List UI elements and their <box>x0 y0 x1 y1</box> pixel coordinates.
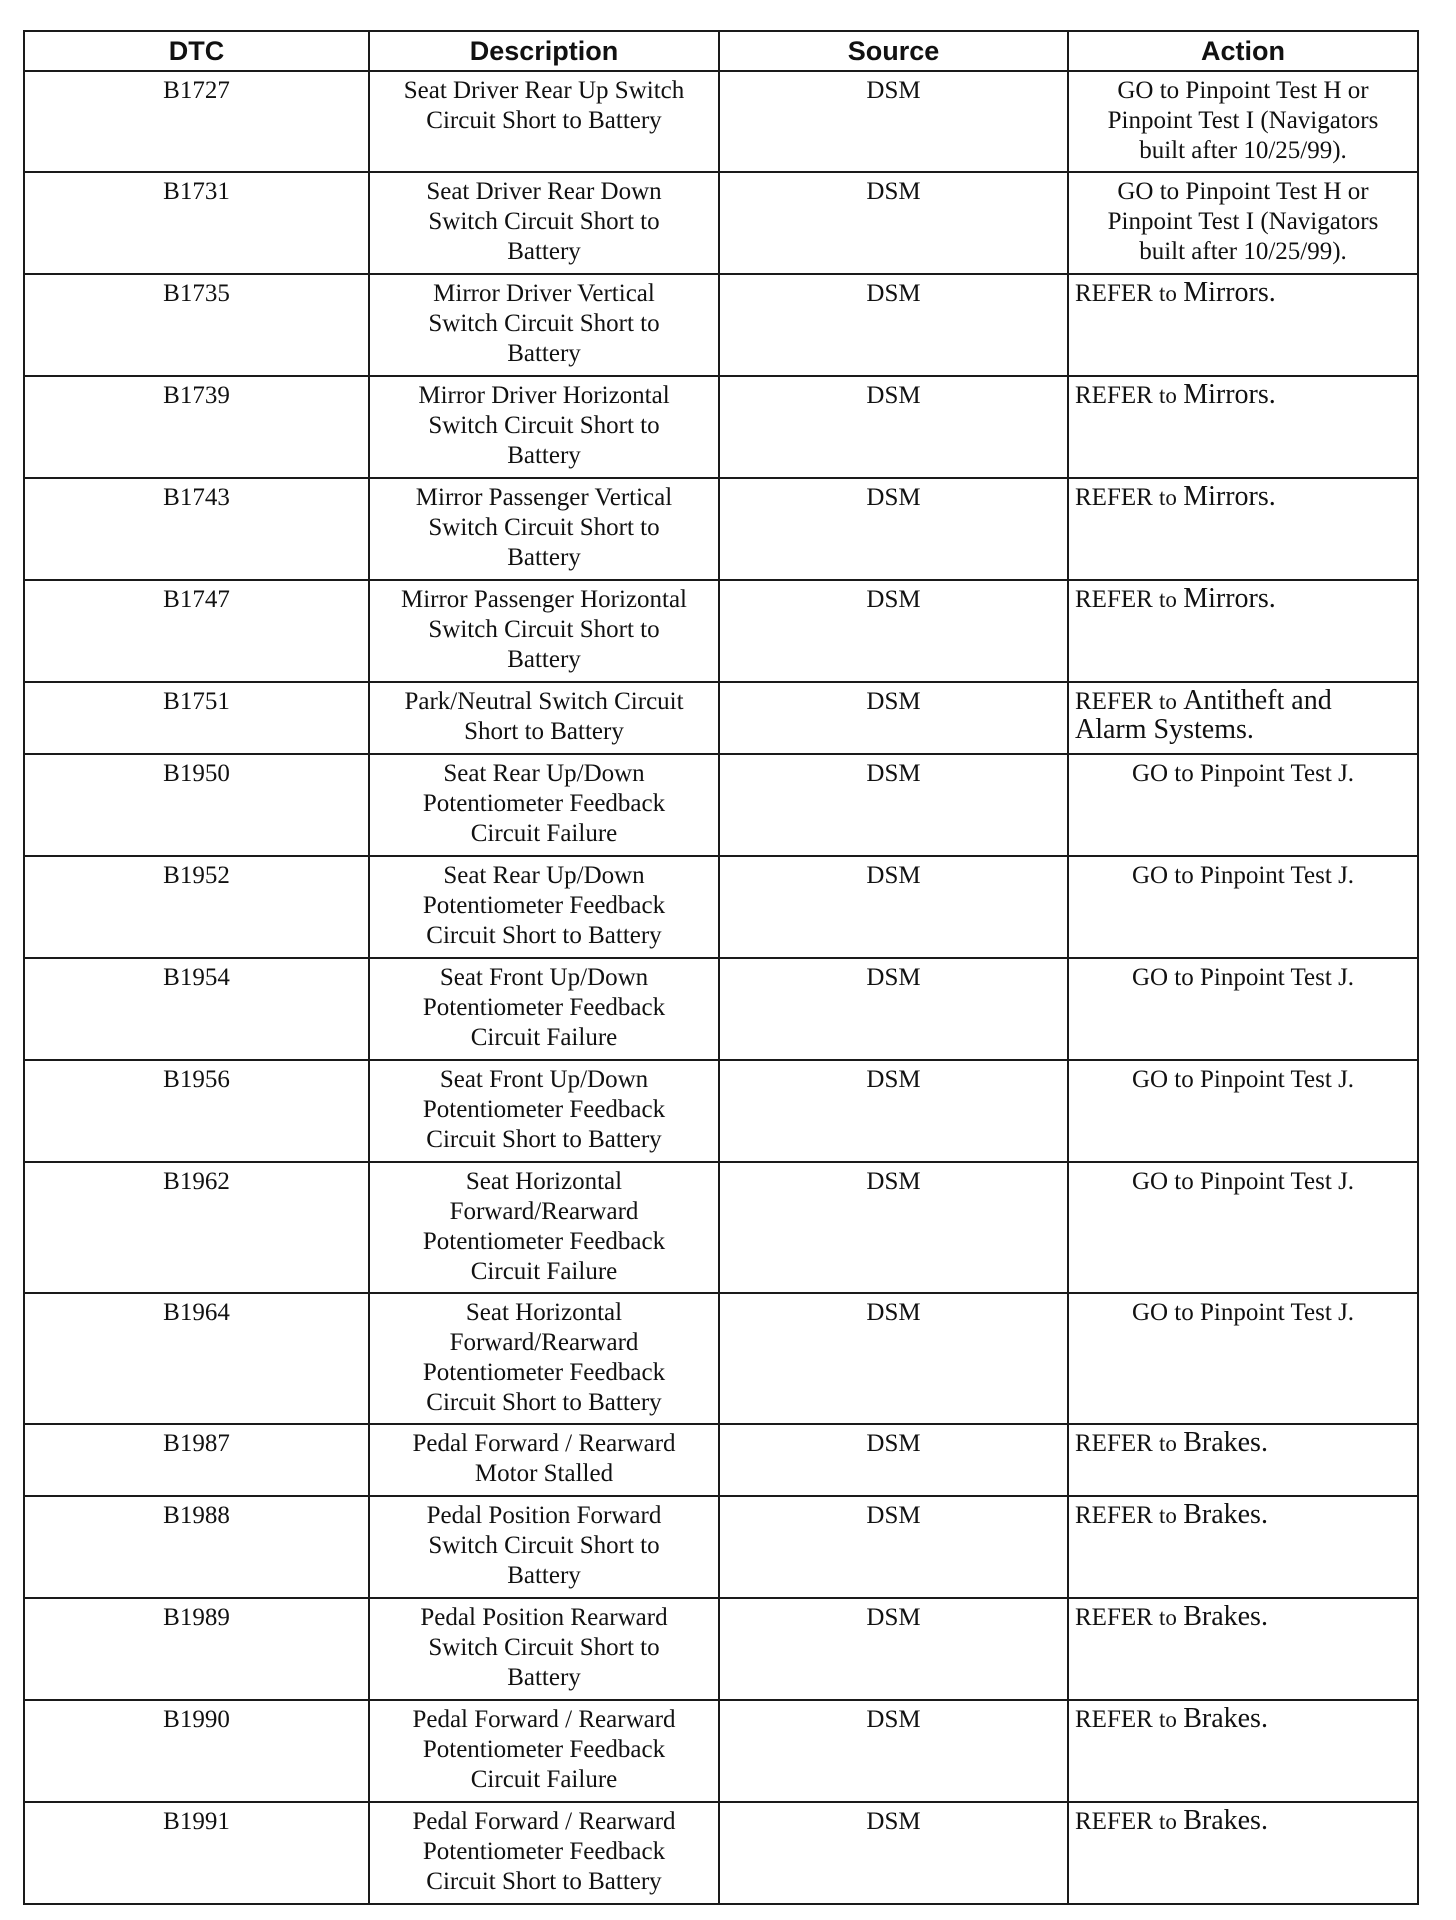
table-row <box>24 1496 1418 1598</box>
description-line: Battery <box>507 442 581 469</box>
dtc-source: DSM <box>719 682 1068 754</box>
refer-target-section: Brakes. <box>1183 1601 1268 1632</box>
dtc-action <box>1068 1424 1418 1496</box>
description-line: Switch Circuit Short to <box>428 310 660 337</box>
table-header <box>24 31 1418 71</box>
refer-target-section: Brakes. <box>1183 1427 1268 1458</box>
dtc-action <box>1068 958 1418 1060</box>
refer-keyword: REFER <box>1075 1604 1153 1631</box>
refer-keyword: REFER <box>1075 280 1153 307</box>
table-row <box>24 1424 1418 1496</box>
dtc-source: DSM <box>719 274 1068 376</box>
dtc-source: DSM <box>719 1293 1068 1424</box>
refer-instruction <box>1075 1705 1268 1734</box>
table-row <box>24 958 1418 1060</box>
refer-to-word: to <box>1159 1809 1177 1834</box>
action-line: GO to Pinpoint Test J. <box>1131 1066 1355 1093</box>
action-line: GO to Pinpoint Test H or <box>1117 77 1369 104</box>
header-row <box>24 31 1418 71</box>
dtc-source: DSM <box>719 71 1068 172</box>
description-line: Pedal Forward / Rearward <box>412 1706 676 1733</box>
dtc-description <box>369 958 719 1060</box>
description-line: Potentiometer Feedback <box>422 790 666 817</box>
column-header-source: Source <box>719 31 1068 71</box>
dtc-action <box>1068 478 1418 580</box>
description-line: Circuit Failure <box>470 1024 618 1051</box>
description-line: Circuit Short to Battery <box>426 1126 662 1153</box>
refer-target-section: Antitheft and <box>1183 685 1332 716</box>
table-row <box>24 1162 1418 1293</box>
description-line: Battery <box>507 1562 581 1589</box>
description-line: Forward/Rearward <box>449 1198 639 1225</box>
description-line: Potentiometer Feedback <box>422 994 666 1021</box>
description-line: Switch Circuit Short to <box>428 1634 660 1661</box>
description-line: Forward/Rearward <box>449 1329 639 1356</box>
dtc-code: B1962 <box>24 1162 369 1293</box>
dtc-action <box>1068 1802 1418 1904</box>
table-row <box>24 1598 1418 1700</box>
refer-to-word: to <box>1159 281 1177 306</box>
action-line: GO to Pinpoint Test J. <box>1131 1168 1355 1195</box>
description-line: Seat Driver Rear Up Switch <box>403 77 685 104</box>
dtc-description <box>369 274 719 376</box>
dtc-source: DSM <box>719 1496 1068 1598</box>
refer-target-section: Mirrors. <box>1183 481 1276 512</box>
table-row <box>24 1802 1418 1904</box>
description-line: Circuit Short to Battery <box>426 1389 662 1416</box>
dtc-code: B1991 <box>24 1802 369 1904</box>
dtc-description <box>369 1496 719 1598</box>
description-line: Seat Front Up/Down <box>439 964 649 991</box>
dtc-code: B1964 <box>24 1293 369 1424</box>
refer-instruction <box>1075 279 1276 308</box>
action-line: GO to Pinpoint Test J. <box>1131 1299 1355 1326</box>
dtc-code: B1987 <box>24 1424 369 1496</box>
table-row <box>24 1060 1418 1162</box>
refer-instruction <box>1075 483 1276 512</box>
refer-to-word: to <box>1159 1503 1177 1528</box>
description-line: Battery <box>507 544 581 571</box>
dtc-source: DSM <box>719 172 1068 274</box>
dtc-code: B1950 <box>24 754 369 856</box>
dtc-action <box>1068 1293 1418 1424</box>
action-line: GO to Pinpoint Test J. <box>1131 964 1355 991</box>
refer-instruction <box>1075 585 1276 614</box>
dtc-code: B1739 <box>24 376 369 478</box>
description-line: Circuit Failure <box>470 1258 618 1285</box>
dtc-action <box>1068 172 1418 274</box>
dtc-code: B1990 <box>24 1700 369 1802</box>
dtc-source: DSM <box>719 478 1068 580</box>
dtc-description <box>369 1424 719 1496</box>
dtc-description <box>369 1700 719 1802</box>
dtc-description <box>369 1598 719 1700</box>
description-line: Circuit Failure <box>470 820 618 847</box>
dtc-description <box>369 376 719 478</box>
description-line: Seat Horizontal <box>465 1168 623 1195</box>
dtc-code: B1735 <box>24 274 369 376</box>
dtc-source: DSM <box>719 1802 1068 1904</box>
action-line: GO to Pinpoint Test H or <box>1117 178 1369 205</box>
description-line: Battery <box>507 340 581 367</box>
description-line: Pedal Position Forward <box>426 1502 662 1529</box>
dtc-code: B1988 <box>24 1496 369 1598</box>
dtc-action <box>1068 856 1418 958</box>
dtc-code: B1747 <box>24 580 369 682</box>
description-line: Potentiometer Feedback <box>422 1359 666 1386</box>
dtc-code: B1954 <box>24 958 369 1060</box>
action-line: built after 10/25/99). <box>1139 137 1347 164</box>
refer-keyword: REFER <box>1075 1430 1153 1457</box>
table-body <box>24 71 1418 1904</box>
dtc-description <box>369 1802 719 1904</box>
dtc-action <box>1068 1598 1418 1700</box>
refer-instruction <box>1075 1603 1268 1632</box>
dtc-source: DSM <box>719 754 1068 856</box>
description-line: Circuit Short to Battery <box>426 107 662 134</box>
description-line: Seat Front Up/Down <box>439 1066 649 1093</box>
refer-target-section: Brakes. <box>1183 1805 1268 1836</box>
table-row <box>24 856 1418 958</box>
dtc-description <box>369 1060 719 1162</box>
column-header-action: Action <box>1068 31 1418 71</box>
dtc-action <box>1068 274 1418 376</box>
description-line: Pedal Position Rearward <box>420 1604 668 1631</box>
dtc-action <box>1068 376 1418 478</box>
dtc-description <box>369 754 719 856</box>
table-row <box>24 478 1418 580</box>
action-line: Pinpoint Test I (Navigators <box>1107 208 1379 235</box>
description-line: Seat Horizontal <box>465 1299 623 1326</box>
description-line: Potentiometer Feedback <box>422 1838 666 1865</box>
dtc-action <box>1068 1162 1418 1293</box>
description-line: Circuit Short to Battery <box>426 922 662 949</box>
refer-instruction <box>1075 381 1276 410</box>
refer-instruction <box>1075 1501 1268 1530</box>
dtc-code: B1952 <box>24 856 369 958</box>
dtc-action <box>1068 1060 1418 1162</box>
description-line: Switch Circuit Short to <box>428 514 660 541</box>
table-row <box>24 71 1418 172</box>
description-line: Seat Rear Up/Down <box>443 760 645 787</box>
dtc-action <box>1068 71 1418 172</box>
refer-instruction <box>1075 687 1332 745</box>
dtc-action <box>1068 682 1418 754</box>
refer-target-section-continued: Alarm Systems. <box>1075 714 1254 745</box>
dtc-source: DSM <box>719 1598 1068 1700</box>
description-line: Battery <box>507 238 581 265</box>
description-line: Seat Driver Rear Down <box>426 178 662 205</box>
dtc-code: B1989 <box>24 1598 369 1700</box>
dtc-action <box>1068 580 1418 682</box>
dtc-code: B1743 <box>24 478 369 580</box>
table-row <box>24 1293 1418 1424</box>
dtc-source: DSM <box>719 1162 1068 1293</box>
refer-instruction <box>1075 1807 1268 1836</box>
description-line: Potentiometer Feedback <box>422 892 666 919</box>
dtc-source: DSM <box>719 1700 1068 1802</box>
action-line: built after 10/25/99). <box>1139 238 1347 265</box>
description-line: Mirror Passenger Vertical <box>415 484 673 511</box>
action-line: GO to Pinpoint Test J. <box>1131 862 1355 889</box>
dtc-source: DSM <box>719 958 1068 1060</box>
description-line: Mirror Driver Horizontal <box>418 382 670 409</box>
refer-keyword: REFER <box>1075 688 1153 715</box>
refer-target-section: Brakes. <box>1183 1499 1268 1530</box>
description-line: Switch Circuit Short to <box>428 1532 660 1559</box>
action-line: GO to Pinpoint Test J. <box>1131 760 1355 787</box>
refer-to-word: to <box>1159 587 1177 612</box>
table-row <box>24 1700 1418 1802</box>
table-row <box>24 376 1418 478</box>
dtc-source: DSM <box>719 856 1068 958</box>
description-line: Switch Circuit Short to <box>428 208 660 235</box>
dtc-action <box>1068 1700 1418 1802</box>
refer-to-word: to <box>1159 1707 1177 1732</box>
table-row <box>24 580 1418 682</box>
refer-to-word: to <box>1159 485 1177 510</box>
refer-keyword: REFER <box>1075 1808 1153 1835</box>
refer-keyword: REFER <box>1075 1706 1153 1733</box>
description-line: Motor Stalled <box>474 1460 614 1487</box>
refer-target-section: Mirrors. <box>1183 379 1276 410</box>
description-line: Seat Rear Up/Down <box>443 862 645 889</box>
description-line: Potentiometer Feedback <box>422 1096 666 1123</box>
dtc-code: B1731 <box>24 172 369 274</box>
table-row <box>24 172 1418 274</box>
dtc-code: B1727 <box>24 71 369 172</box>
description-line: Circuit Short to Battery <box>426 1868 662 1895</box>
refer-keyword: REFER <box>1075 586 1153 613</box>
dtc-source: DSM <box>719 580 1068 682</box>
description-line: Pedal Forward / Rearward <box>412 1808 676 1835</box>
refer-to-word: to <box>1159 383 1177 408</box>
dtc-action <box>1068 1496 1418 1598</box>
dtc-description <box>369 478 719 580</box>
action-line: Pinpoint Test I (Navigators <box>1107 107 1379 134</box>
description-line: Battery <box>507 646 581 673</box>
dtc-description <box>369 71 719 172</box>
description-line: Battery <box>507 1664 581 1691</box>
table-row <box>24 274 1418 376</box>
dtc-description <box>369 1162 719 1293</box>
dtc-source: DSM <box>719 1424 1068 1496</box>
refer-to-word: to <box>1159 689 1177 714</box>
column-header-description: Description <box>369 31 719 71</box>
refer-target-section: Mirrors. <box>1183 583 1276 614</box>
column-header-dtc: DTC <box>24 31 369 71</box>
refer-keyword: REFER <box>1075 484 1153 511</box>
refer-target-section: Brakes. <box>1183 1703 1268 1734</box>
refer-target-section: Mirrors. <box>1183 277 1276 308</box>
description-line: Switch Circuit Short to <box>428 616 660 643</box>
dtc-source: DSM <box>719 1060 1068 1162</box>
refer-to-word: to <box>1159 1431 1177 1456</box>
description-line: Park/Neutral Switch Circuit <box>404 688 684 715</box>
table-row <box>24 754 1418 856</box>
refer-keyword: REFER <box>1075 1502 1153 1529</box>
dtc-description <box>369 1293 719 1424</box>
dtc-description <box>369 580 719 682</box>
table-row <box>24 682 1418 754</box>
dtc-code: B1751 <box>24 682 369 754</box>
description-line: Mirror Driver Vertical <box>433 280 655 307</box>
dtc-description <box>369 172 719 274</box>
dtc-code: B1956 <box>24 1060 369 1162</box>
dtc-description <box>369 856 719 958</box>
refer-instruction <box>1075 1429 1268 1458</box>
dtc-action <box>1068 754 1418 856</box>
description-line: Short to Battery <box>464 718 624 745</box>
dtc-description <box>369 682 719 754</box>
dtc-source: DSM <box>719 376 1068 478</box>
refer-to-word: to <box>1159 1605 1177 1630</box>
description-line: Switch Circuit Short to <box>428 412 660 439</box>
description-line: Circuit Failure <box>470 1766 618 1793</box>
description-line: Pedal Forward / Rearward <box>412 1430 676 1457</box>
description-line: Potentiometer Feedback <box>422 1736 666 1763</box>
description-line: Mirror Passenger Horizontal <box>400 586 688 613</box>
refer-keyword: REFER <box>1075 382 1153 409</box>
description-line: Potentiometer Feedback <box>422 1228 666 1255</box>
dtc-table <box>23 30 1419 1905</box>
